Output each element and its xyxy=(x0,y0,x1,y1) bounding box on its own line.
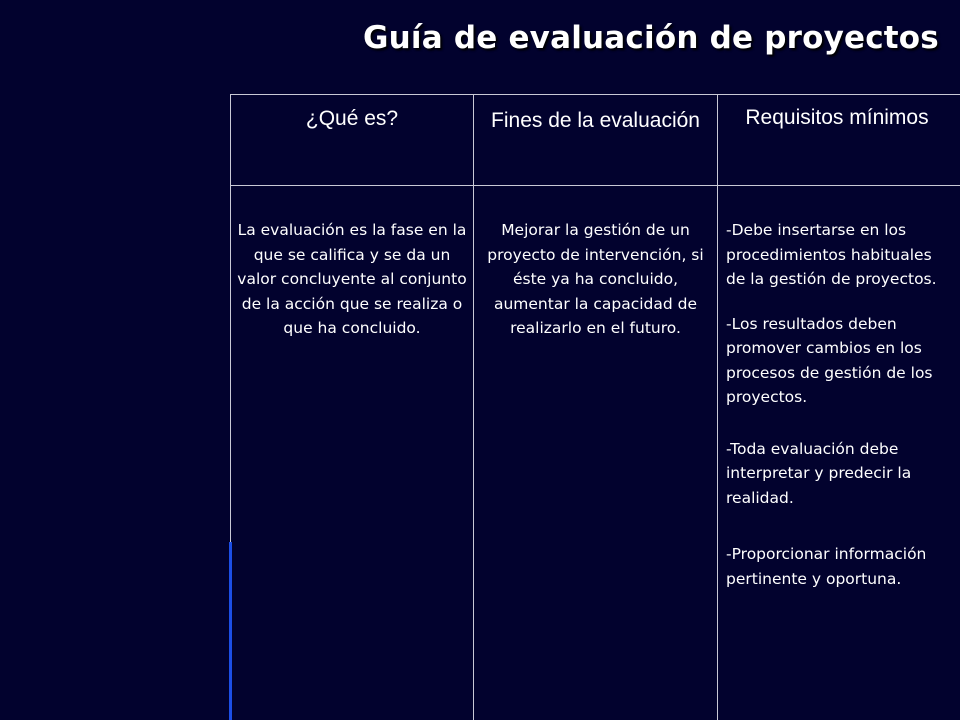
cell-requisitos xyxy=(718,186,960,611)
header-que-es: ¿Qué es? xyxy=(305,107,399,130)
header-fines: Fines de la evaluación xyxy=(491,109,700,132)
evaluation-table xyxy=(230,94,960,720)
header-requisitos: Requisitos mínimos xyxy=(745,106,929,129)
cell-que-es: La evaluación es la fase en la que se califica y se da un valor concluyente al conjunto de la acción que se realiza o que ha concluido. xyxy=(237,221,467,337)
requisito-item: -Los resultados deben promover cambios en los procesos de gestión de los proyectos. xyxy=(726,314,933,406)
slide-title: Guía de evaluación de proyectos xyxy=(363,20,939,56)
requisito-item: -Toda evaluación debe interpretar y predecir la realidad. xyxy=(726,439,912,507)
requisito-item: -Debe insertarse en los procedimientos habituales de la gestión de proyectos. xyxy=(726,221,937,288)
cell-fines: Mejorar la gestión de un proyecto de intervención, si éste ya ha concluido, aumentar la capacidad de realizarlo en el futuro. xyxy=(487,221,704,337)
requisito-item: -Proporcionar información pertinente y oportuna. xyxy=(726,545,927,588)
